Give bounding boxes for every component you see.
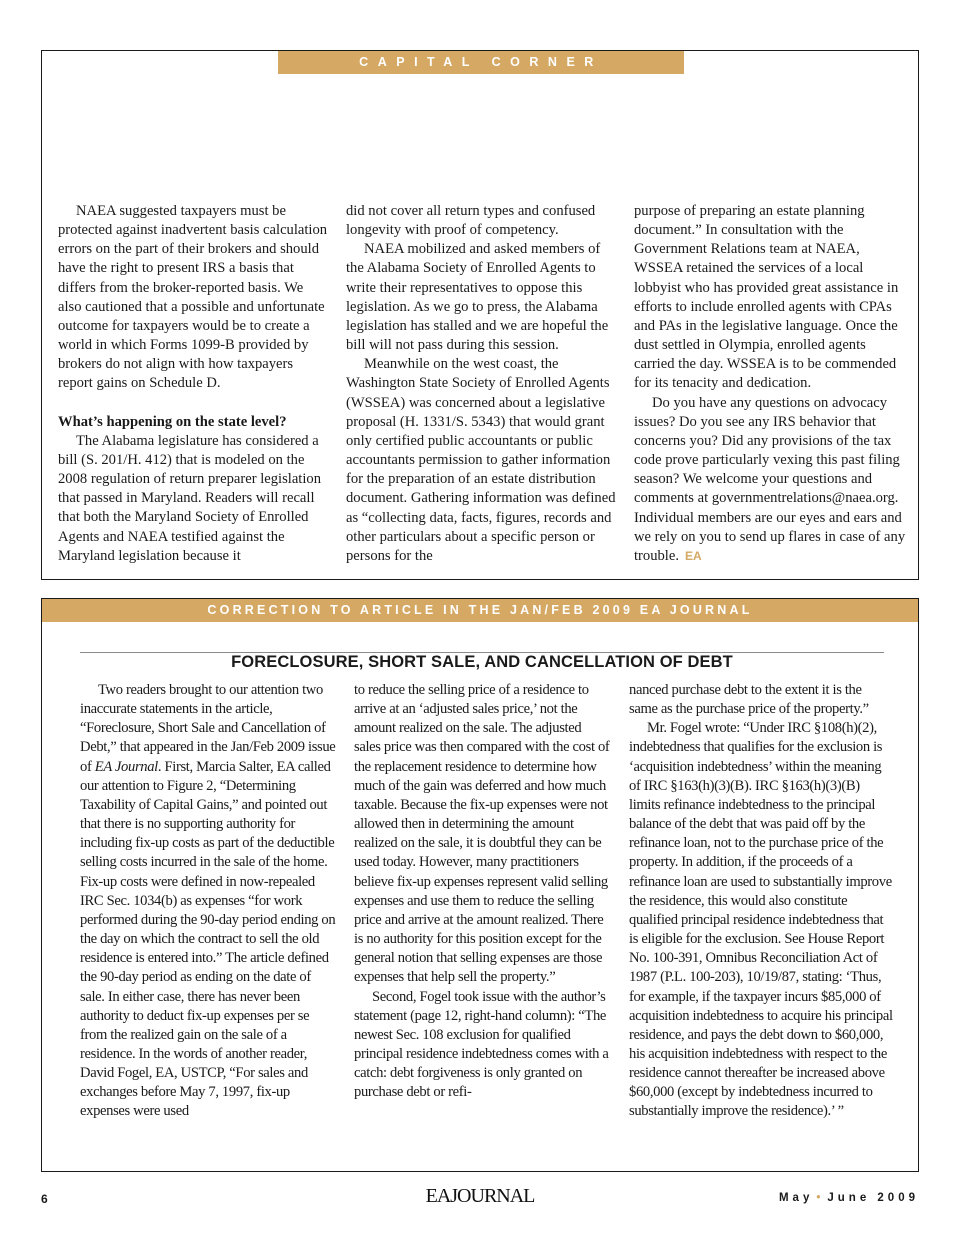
- paragraph: NAEA suggested taxpayers must be protected against inadvertent basis calculation errors on the part of their brokers and should have the right to present IRS a basis that differs from the broker-reported basis. We also cautioned that a possible and unfortunate outcome for taxpayers would be to create a world in which Forms 1099-B provided by brokers do not align with how taxpayers report gains on Schedule D.: [58, 203, 328, 392]
- section-banner: CORRECTION TO ARTICLE IN THE JAN/FEB 2009 EA JOURNAL: [42, 599, 918, 622]
- text-column-1: [80, 681, 338, 1122]
- paragraph: Second, Fogel took issue with the author’s statement (page 12, right-hand column): “The newest Sec. 108 exclusion for qualified principal residence indebtedness comes with a catch: debt forgiveness is only granted on purchase debt or refi-: [354, 988, 609, 1101]
- paragraph: purpose of preparing an estate planning document.” In consultation with the Government Relations team at NAEA, WSSEA retained the services of a local lobbyist who has provided great assistance in efforts to include enrolled agents with CPAs and PAs in the legislative language. Once the dust settled in Olympia, enrolled agents carried the day. WSSEA is to be commended for its tenacity and dedication.: [634, 203, 899, 392]
- end-mark: EA: [685, 548, 702, 563]
- paragraph: NAEA mobilized and asked members of the Alabama Society of Enrolled Agents to write their representatives to oppose this legislation. As we go to press, the Alabama legislation has stalled and we are hopeful the bill will not pass during this session.: [346, 241, 609, 354]
- text-column-2: [346, 202, 618, 566]
- text-column-2: [354, 681, 611, 1102]
- issue-month: May: [778, 1192, 814, 1204]
- correction-section: [41, 598, 919, 1172]
- paragraph: The Alabama legislature has considered a bill (S. 201/H. 412) that is modeled on the 2008 regulation of return preparer legislation that passed in Maryland. Readers will recall that both the Maryland Society of Enrolled Agents and NAEA testified against the Maryland legislation because it: [58, 432, 322, 564]
- issue-month-year: June 2009: [827, 1192, 919, 1204]
- paragraph: to reduce the selling price of a residence to arrive at an ‘adjusted sales price,’ not the amount realized on the sale. The adjusted sales price was then compared with the cost of the replacement residence to determine how much of the gain was deferred and how much taxable. Because the fix-up expenses were not allowed then in determining the amount realized on the sale, it is doubtful they can be used today. However, many practitioners believe fix-up expenses represent valid selling expenses and use them to reduce the selling price and arrive at the amount realized. There is no authority for this position except for the general notion that selling expenses are those expenses that help sell the property.”: [354, 682, 610, 986]
- paragraph: [80, 681, 338, 1122]
- paragraph: Meanwhile on the west coast, the Washington State Society of Enrolled Agents (WSSEA) was concerned about a legislative proposal (H. 1331/S. 5343) that would grant only certified public accountants or public accountants permission to gather information for the preparation of an estate distribution document. Gathering information was defined as “collecting data, facts, figures, records and other particulars about a specific person or persons for the: [346, 356, 616, 564]
- paragraph-text: Do you have any questions on advocacy issues? Do you see any IRS behavior that concerns you? Did any provisions of the tax code prove particularly vexing this past filing season? We welcome your questions and comments at governmentrelations@naea.org. Individual members are our eyes and ears and we rely on you to send up flares in case of any trouble.: [634, 394, 906, 564]
- article-headline: FORECLOSURE, SHORT SALE, AND CANCELLATION OF DEBT: [231, 653, 733, 671]
- issue-date: [779, 1192, 919, 1204]
- text-column-1: [58, 202, 328, 566]
- capital-corner-section: [41, 50, 919, 580]
- publication-title: EA Journal: [94, 758, 158, 775]
- subheading: What’s happening on the state level?: [58, 413, 287, 430]
- paragraph: Mr. Fogel wrote: “Under IRC §108(h)(2), indebtedness that qualifies for the exclusion is ‘acquisition indebtedness’ within the meaning of IRC §163(h)(3)(B). IRC §163(h)(3)(B) limits refinance indebtedness to the principal balance of the debt that was paid off by the refinance loan, not to the purchase price of the property. In addition, if the proceeds of a refinance loan are used to substantially improve the residence, this would also constitute qualified principal residence indebtedness that is eligible for the exclusion. See House Report No. 100-391, Omnibus Reconciliation Act of 1987 (P.L. 100-203), 10/19/87, stating: ‘Thus, for example, if the taxpayer incurs $85,000 of acquisition indebtedness to acquire his principal residence, and pays the debt down to $60,000, his acquisition indebtedness with respect to the residence cannot thereafter be increased above $60,000 (except by indebtedness incurred to substantially improve the residence).’ ”: [629, 720, 893, 1120]
- paragraph: nanced purchase debt to the extent it is the same as the purchase price of the property.”: [629, 682, 869, 718]
- paragraph-text: . First, Marcia Salter, EA called our attention to Figure 2, “Determining Taxability of Capital Gains,” and pointed out that there is no supporting authority for including fix-up costs as part of the deductible selling costs incurred in the sale of the home. Fix-up costs were defined in now-repealed IRC Sec. 1034(b) as expenses “for work performed during the 90-day period ending on the day on which the contract to sell the old residence is entered into.” The article defined the 90-day period as ending on the date of sale. In either case, there has never been authority to deduct fix-up expenses per se from the realized gain on the sale of a residence. In the words of another reader, David Fogel, EA, USTCP, “For sales and exchanges before May 7, 1997, fix-up expenses were used: [80, 758, 336, 1120]
- paragraph-text: Two readers brought to our attention two inaccurate statements in the article, “Foreclosure, Short Sale and Cancellation of Debt,” that appeared in the Jan/Feb 2009 issue of: [80, 682, 336, 775]
- bullet-separator: •: [816, 1192, 825, 1204]
- paragraph: [634, 394, 906, 566]
- page-number: 6: [41, 1192, 48, 1206]
- section-banner: CAPITAL CORNER: [278, 51, 684, 74]
- paragraph: did not cover all return types and confused longevity with proof of competency.: [346, 203, 596, 239]
- journal-logo: EAJOURNAL: [425, 1185, 535, 1207]
- text-column-3: [634, 202, 906, 566]
- text-column-3: [629, 681, 893, 1122]
